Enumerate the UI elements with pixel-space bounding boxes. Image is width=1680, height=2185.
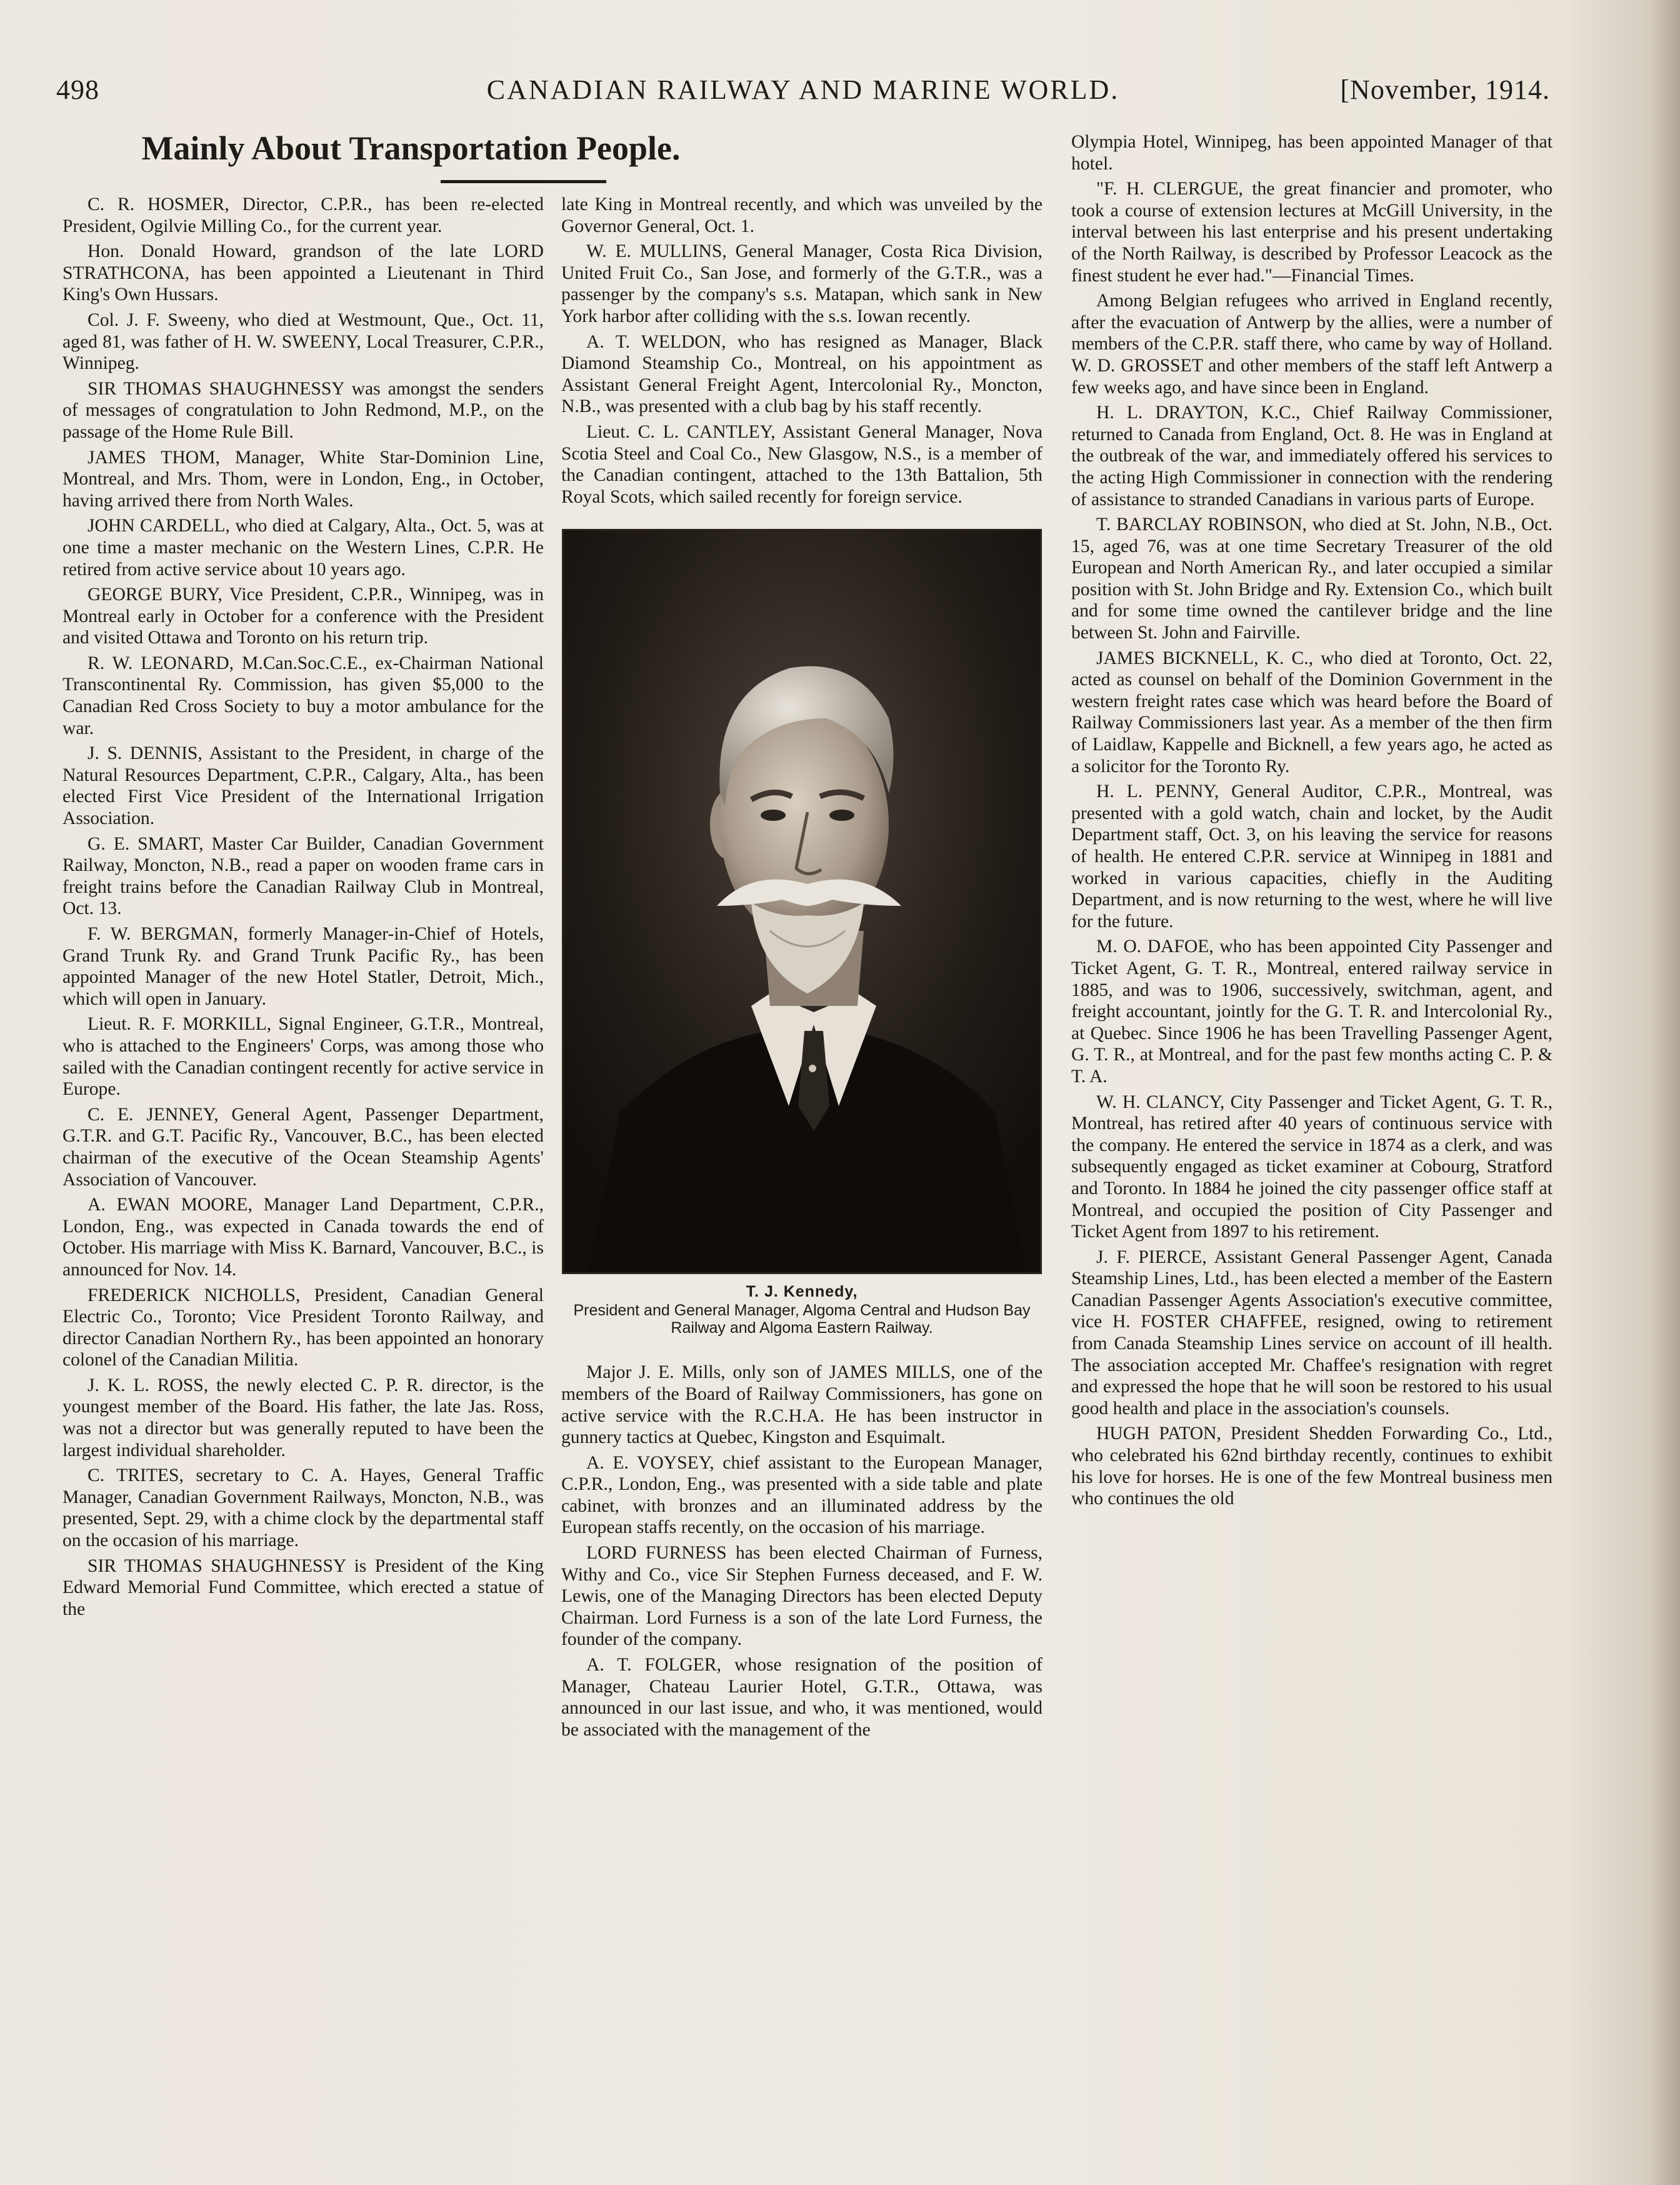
news-item: T. BARCLAY ROBINSON, who died at St. John, N.B., Oct. 15, aged 76, was at one time Secretary Treasurer of the old European and North American Ry., and later occupied a similar position with St. John Bridge and Ry. Extension Co., which built and for some time owned the cantilever bridge and the line between St. John and Fairville. — [1071, 515, 1552, 643]
news-item: A. E. VOYSEY, chief assistant to the European Manager, C.P.R., London, Eng., was presented with a side table and plate cabinet, with bronzes and an illuminated address by the European staffs recently, on the occasion of his marriage. — [561, 1452, 1042, 1538]
news-item: Among Belgian refugees who arrived in England recently, after the evacuation of Antwerp by the allies, were a number of members of the C.P.R. staff there, who came by way of Holland. W. D. GROSSET and other members of the staff left Antwerp a few weeks ago, and have since been in England. — [1071, 291, 1552, 398]
news-item: Lieut. C. L. CANTLEY, Assistant General Manager, Nova Scotia Steel and Coal Co., New Glasgow, N.S., is a member of the Canadian contingent, attached to the 13th Battalion, 5th Royal Scots, which sailed recently for foreign service. — [561, 421, 1042, 507]
news-item: Hon. Donald Howard, grandson of the late LORD STRATHCONA, has been appointed a Lieutenant in Third King's Own Hussars. — [62, 241, 544, 305]
news-item: C. E. JENNEY, General Agent, Passenger Department, G.T.R. and G.T. Pacific Ry., Vancouver, B.C., has been elected chairman of the executive of the Ocean Steamship Agents' Association of Vancouver. — [62, 1104, 544, 1190]
title-rule — [441, 180, 606, 183]
news-item: FREDERICK NICHOLLS, President, Canadian General Electric Co., Toronto; Vice President Toronto Railway, and director Canadian Northern Ry., has been appointed an honorary colonel of the Canadian Militia. — [62, 1285, 544, 1370]
column-3 — [1071, 131, 1552, 1514]
news-item: W. H. CLANCY, City Passenger and Ticket Agent, G. T. R., Montreal, has retired after 40 years of continuous service with the company. He entered the service in 1874 as a clerk, and was subsequently engaged as ticket examiner at Cobourg, Stratford and Toronto. In 1884 he joined the city passenger office staff at Montreal, and occupied the position of City Passenger and Ticket Agent from 1897 to his retirement. — [1071, 1092, 1552, 1242]
news-item: F. W. BERGMAN, formerly Manager-in-Chief of Hotels, Grand Trunk Ry. and Grand Trunk Pacific Ry., has been appointed Manager of the new Hotel Statler, Detroit, Mich., which will open in January. — [62, 924, 544, 1009]
news-item: H. L. PENNY, General Auditor, C.P.R., Montreal, was presented with a gold watch, chain and locket, by the Audit Department staff, Oct. 3, on his leaving the service for reasons of health. He entered C.P.R. service at Winnipeg in 1881 and worked in various capacities, chiefly in the Auditing Department, and is now returning to the west, where he will live for the future. — [1071, 781, 1552, 932]
news-item: H. L. DRAYTON, K.C., Chief Railway Commissioner, returned to Canada from England, Oct. 8. He was in England at the outbreak of the war, and immediately offered his services to the acting High Commissioner in connection with the rendering of assistance to stranded Canadians in various parts of Europe. — [1071, 403, 1552, 510]
column-2 — [561, 194, 1042, 1744]
column-1 — [62, 194, 544, 1624]
news-item: GEORGE BURY, Vice President, C.P.R., Winnipeg, was in Montreal early in October for a conference with the President and visited Ottawa and Toronto on his return trip. — [62, 585, 544, 648]
news-item: G. E. SMART, Master Car Builder, Canadian Government Railway, Moncton, N.B., read a paper on wooden frame cars in freight trains before the Canadian Railway Club in Montreal, Oct. 13. — [62, 833, 544, 919]
news-item-continued: late King in Montreal recently, and which was unveiled by the Governor General, Oct. 1. — [561, 194, 1042, 236]
news-item: C. TRITES, secretary to C. A. Hayes, General Traffic Manager, Canadian Government Railways, Moncton, N.B., was presented, Sept. 29, with a chime clock by the departmental staff on the occasion of his marriage. — [62, 1465, 544, 1551]
news-item: Col. J. F. Sweeny, who died at Westmount, Que., Oct. 11, aged 81, was father of H. W. SWEENY, Local Treasurer, C.P.R., Winnipeg. — [62, 309, 544, 374]
news-item: W. E. MULLINS, General Manager, Costa Rica Division, United Fruit Co., San Jose, and formerly of the G.T.R., was a passenger by the company's s.s. Matapan, which sank in New York harbor after colliding with the s.s. Iowan recently. — [561, 241, 1042, 326]
portrait-caption — [561, 1283, 1042, 1337]
news-item: C. R. HOSMER, Director, C.P.R., has been re-elected President, Ogilvie Milling Co., for the current year. — [62, 194, 544, 236]
news-item: JAMES BICKNELL, K. C., who died at Toronto, Oct. 22, acted as counsel on behalf of the Dominion Government in the western freight rates case which was heard before the Board of Railway Commissioners last year. As a member of the then firm of Laidlaw, Kappelle and Bicknell, a few years ago, he acted as a solicitor for the Toronto Ry. — [1071, 648, 1552, 776]
news-item: LORD FURNESS has been elected Chairman of Furness, Withy and Co., vice Sir Stephen Furness deceased, and F. W. Lewis, one of the Managing Directors has been elected Deputy Chairman. Lord Furness is a son of the late Lord Furness, the founder of the company. — [561, 1543, 1042, 1650]
caption-name: T. J. Kennedy, — [746, 1283, 858, 1301]
news-item-continued: Olympia Hotel, Winnipeg, has been appointed Manager of that hotel. — [1071, 132, 1552, 174]
news-item: JAMES THOM, Manager, White Star-Dominion Line, Montreal, and Mrs. Thom, were in London, Eng., in October, having arrived there from North Wales. — [62, 447, 544, 511]
portrait-photo — [562, 529, 1042, 1274]
news-item: Lieut. R. F. MORKILL, Signal Engineer, G.T.R., Montreal, who is attached to the Engineers' Corps, was among those who sailed with the Canadian contingent recently for active service in Europe. — [62, 1014, 544, 1100]
news-item: A. T. FOLGER, whose resignation of the position of Manager, Chateau Laurier Hotel, G.T.R., Ottawa, was announced in our last issue, and who, it was mentioned, would be associated with the management of the — [561, 1655, 1042, 1740]
running-head — [56, 74, 1550, 111]
caption-text: President and General Manager, Algoma Central and Hudson Bay Railway and Algoma Eastern Railway. — [573, 1302, 1031, 1337]
page-number: 498 — [56, 74, 99, 105]
portrait-illustration — [564, 531, 1040, 1272]
news-item: HUGH PATON, President Shedden Forwarding Co., Ltd., who celebrated his 62nd birthday recently, continues to exhibit his love for horses. He is one of the few Montreal business men who continues the old — [1071, 1424, 1552, 1509]
issue-date: [November, 1914. — [1340, 74, 1550, 105]
news-item: "F. H. CLERGUE, the great financier and promoter, who took a course of extension lectures at McGill University, in the interval between his last enterprise and his present undertaking of the North Railway, is described by Professor Leacock as the finest student he ever had."—Financial Times. — [1071, 179, 1552, 286]
news-item: SIR THOMAS SHAUGHNESSY is President of the King Edward Memorial Fund Committee, which erected a statue of the — [62, 1555, 544, 1619]
news-item: J. S. DENNIS, Assistant to the President, in charge of the Natural Resources Department, C.P.R., Calgary, Alta., has been elected First Vice President of the International Irrigation Association. — [62, 743, 544, 829]
news-item: JOHN CARDELL, who died at Calgary, Alta., Oct. 5, was at one time a master mechanic on the Western Lines, C.P.R. He retired from active service about 10 years ago. — [62, 516, 544, 580]
news-item: A. EWAN MOORE, Manager Land Department, C.P.R., London, Eng., was expected in Canada towards the end of October. His marriage with Miss K. Barnard, Vancouver, B.C., is announced for Nov. 14. — [62, 1195, 544, 1280]
article-title: Mainly About Transportation People. — [141, 129, 681, 167]
news-item: SIR THOMAS SHAUGHNESSY was amongst the senders of messages of congratulation to John Redmond, M.P., on the passage of the Home Rule Bill. — [62, 378, 544, 442]
page-edge-shadow — [1650, 0, 1680, 2185]
news-item: M. O. DAFOE, who has been appointed City Passenger and Ticket Agent, G. T. R., Montreal, entered railway service in 1885, and was to 1906, successively, switchman, agent, and freight accountant, jointly for the G. T. R. and Intercolonial Ry., at Quebec. Since 1906 he has been Travelling Passenger Agent, G. T. R., at Montreal, and for the past few months acting C. P. & T. A. — [1071, 937, 1552, 1087]
news-item: J. F. PIERCE, Assistant General Passenger Agent, Canada Steamship Lines, Ltd., has been elected a member of the Eastern Canadian Passenger Agents Association's executive committee, vice H. FOSTER CHAFFEE, resigned, owing to retirement from Canada Steamship Lines service on account of ill health. The association accepted Mr. Chaffee's resignation with regret and expressed the hope that he will soon be restored to his usual good health and place in the association's counsels. — [1071, 1247, 1552, 1419]
journal-title: CANADIAN RAILWAY AND MARINE WORLD. — [486, 74, 1120, 105]
news-item: A. T. WELDON, who has resigned as Manager, Black Diamond Steamship Co., Montreal, on his appointment as Assistant General Freight Agent, Intercolonial Ry., Moncton, N.B., was presented with a club bag by his staff recently. — [561, 331, 1042, 417]
news-item: J. K. L. ROSS, the newly elected C. P. R. director, is the youngest member of the Board. His father, the late Jas. Ross, was not a director but was generally reputed to have been the largest individual shareholder. — [62, 1375, 544, 1460]
news-item: Major J. E. Mills, only son of JAMES MILLS, one of the members of the Board of Railway Commissioners, has gone on active service with the R.C.H.A. He has been instructor in gunnery tactics at Quebec, Kingston and Esquimalt. — [561, 1362, 1042, 1448]
news-item: R. W. LEONARD, M.Can.Soc.C.E., ex-Chairman National Transcontinental Ry. Commission, has given $5,000 to the Canadian Red Cross Society to buy a motor ambulance for the war. — [62, 653, 544, 738]
